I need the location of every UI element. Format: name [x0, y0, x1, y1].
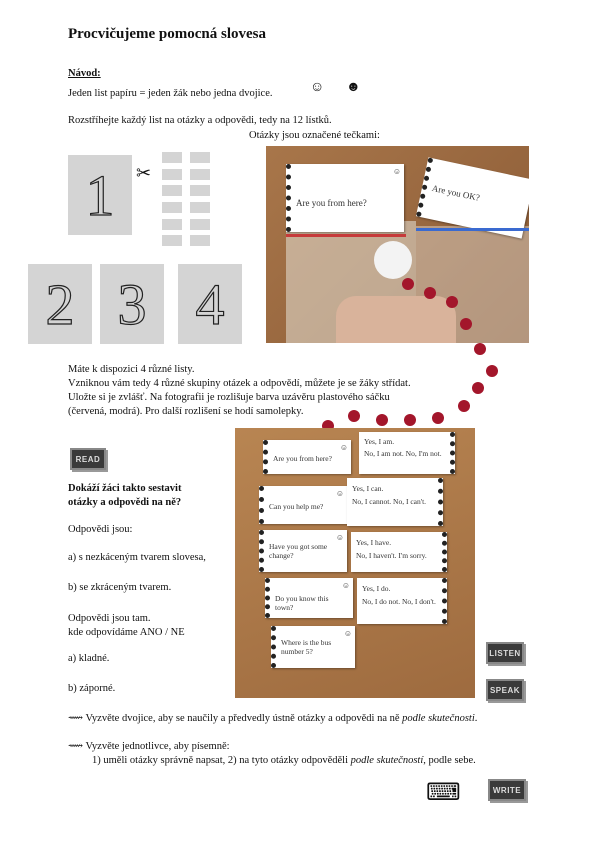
slip: [190, 202, 210, 213]
answer-negative: b) záporné.: [68, 683, 116, 694]
slip: [162, 219, 182, 230]
dot: [486, 365, 498, 377]
question-card: [271, 626, 355, 668]
speak-button[interactable]: SPEAK: [486, 679, 524, 701]
answer-card: [359, 432, 455, 474]
dot: [424, 287, 436, 299]
instructions-line1: Jeden list papíru = jeden žák nebo jedna dvojice.: [68, 88, 273, 99]
note-line: Odpovědi jsou tam.: [68, 613, 151, 624]
card-text: Where is the bus number 5?: [281, 638, 332, 656]
question-card: [259, 486, 347, 524]
figure-icon: ☺: [341, 581, 350, 590]
slip: [162, 185, 182, 196]
sticker: [374, 241, 412, 279]
bottom-italic: podle skutečností: [350, 755, 424, 766]
figure-icon: ☺: [343, 629, 352, 638]
question-line: Dokáží žáci takto sestavit: [68, 483, 182, 494]
photo-cards: [235, 428, 475, 698]
slip: [190, 169, 210, 180]
bottom-text: Vyzvěte dvojice, aby se naučily a předvedly ústně otázky a odpovědi na ně: [85, 713, 403, 724]
hand: [336, 296, 456, 343]
instructions-line2: Rozstříhejte každý list na otázky a odpovědi, tedy na 12 lístků.: [68, 115, 332, 126]
instructions-line3: Otázky jsou označené tečkami:: [249, 130, 380, 141]
bottom-text: , podle sebe.: [423, 755, 476, 766]
dot: [460, 318, 472, 330]
question-heading: [68, 482, 181, 510]
card-text: Do you know this town?: [275, 594, 329, 612]
slip: [162, 152, 182, 163]
slip: [190, 235, 210, 246]
slip: [162, 169, 182, 180]
slip: [190, 219, 210, 230]
note-line: kde odpovídáme ANO / NE: [68, 627, 185, 638]
arrow-icon: ⟿: [68, 713, 86, 724]
question-card: [263, 440, 351, 474]
dot: [458, 400, 470, 412]
bottom-italic: podle skutečnosti: [402, 713, 475, 724]
card-text: Have you got some change?: [269, 542, 328, 560]
pair-figure-icon: ☺: [310, 80, 325, 95]
middle-line: Máte k dispozici 4 různé listy.: [68, 364, 195, 375]
middle-paragraph: [68, 363, 411, 419]
card-text: Are you OK?: [431, 182, 481, 203]
slip: [162, 202, 182, 213]
dot: [402, 278, 414, 290]
question-line: otázky a odpovědi na ně?: [68, 497, 182, 508]
arrow-icon: ⟿: [68, 741, 86, 752]
sheet-3-number: 3: [117, 271, 147, 337]
bottom-text: 1) uměli otázky správně napsat, 2) na tyto otázky odpověděli: [92, 755, 351, 766]
dot: [446, 296, 458, 308]
dot: [432, 412, 444, 424]
page-title: Procvičujeme pomocná slovesa: [68, 26, 267, 42]
bottom-line1: [68, 712, 477, 724]
write-button[interactable]: WRITE: [488, 779, 526, 801]
instructions-heading: Návod:: [68, 68, 101, 79]
card-text: Yes, I can. No, I cannot. No, I can't.: [352, 484, 427, 506]
red-zip: [286, 234, 406, 237]
read-button[interactable]: READ: [70, 448, 106, 470]
sheet-2-number: 2: [45, 271, 75, 337]
figure-icon: ☺: [392, 167, 401, 176]
typewriter-icon: ⌨: [426, 780, 461, 806]
slip: [162, 235, 182, 246]
figure-icon: ☺: [339, 443, 348, 452]
photo-question-card: [286, 164, 404, 232]
card-text: Are you from here?: [273, 454, 332, 463]
answers-label: Odpovědi jsou:: [68, 524, 133, 535]
slip: [190, 185, 210, 196]
slip: [190, 152, 210, 163]
answer-card: [351, 532, 447, 572]
figure-icon: ☺: [335, 533, 344, 542]
card-text: Can you help me?: [269, 502, 324, 511]
card-text: Yes, I am. No, I am not. No, I'm not.: [364, 437, 442, 458]
sheet-3-box: [100, 264, 164, 344]
dot: [474, 343, 486, 355]
blue-zip: [416, 228, 529, 231]
sheet-4-number: 4: [195, 271, 225, 337]
bottom-line3: [92, 755, 476, 766]
card-text: Yes, I do. No, I do not. No, I don't.: [362, 584, 436, 606]
middle-line: (červená, modrá). Pro další rozlišení se hodí samolepky.: [68, 406, 304, 417]
answer-card: [347, 478, 443, 526]
bottom-text: Vyzvěte jednotlivce, aby písemně:: [85, 741, 230, 752]
card-text: Are you from here?: [296, 198, 367, 208]
slips-grid: [162, 152, 214, 248]
sheet-1-number: 1: [85, 162, 115, 228]
question-card: [259, 530, 347, 572]
card-text: Yes, I have. No, I haven't. I'm sorry.: [356, 538, 427, 560]
middle-line: Uložte si je zvlášť. Na fotografii je rozlišuje barva uzávěru plastového sáčku: [68, 392, 390, 403]
photo-bags: [266, 146, 529, 343]
single-figure-icon: ☻: [346, 80, 361, 95]
sheet-2-box: [28, 264, 92, 344]
listen-button[interactable]: LISTEN: [486, 642, 524, 664]
scissors-icon: ✂: [136, 163, 152, 183]
bottom-text: .: [474, 713, 478, 724]
bottom-line2: [68, 740, 230, 752]
answer-b: b) se zkráceným tvarem.: [68, 582, 172, 593]
answer-card: [357, 578, 447, 624]
answer-a: a) s nezkáceným tvarem slovesa,: [68, 552, 206, 563]
sheet-1-box: [68, 155, 132, 235]
middle-line: Vzniknou vám tedy 4 různé skupiny otázek a odpovědí, můžete je se žáky střídat.: [68, 378, 411, 389]
sheet-4-box: [178, 264, 242, 344]
dot: [472, 382, 484, 394]
figure-icon: ☺: [335, 489, 344, 498]
question-card: [265, 578, 353, 618]
yes-no-note: [68, 612, 185, 640]
answer-positive: a) kladné.: [68, 653, 110, 664]
